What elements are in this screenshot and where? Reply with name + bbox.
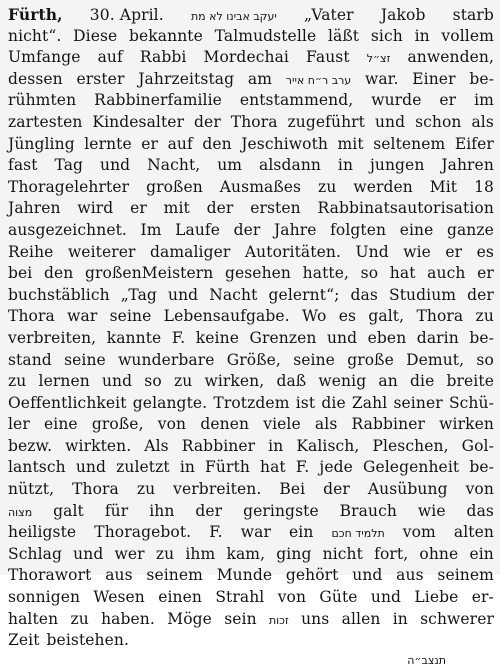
word: der — [195, 501, 223, 520]
word: be- — [469, 69, 494, 88]
word: beistehen. — [46, 631, 130, 650]
word: rühmten — [8, 91, 77, 110]
word: und — [99, 156, 131, 175]
text-line — [8, 522, 494, 544]
word: seinem — [437, 566, 494, 585]
word: ersten — [250, 199, 301, 218]
word: seine — [293, 350, 335, 369]
hebrew-phrase: יעקב אבינו לא מת — [190, 10, 277, 23]
word: hat — [260, 458, 286, 477]
word: Munde — [216, 566, 273, 585]
word: Im — [140, 220, 162, 239]
word: Kalisch, — [296, 436, 360, 455]
word: Jahren — [441, 156, 494, 175]
word: er- — [471, 588, 494, 607]
word: schon — [415, 112, 462, 131]
word: heiligste — [8, 523, 77, 542]
word: von — [277, 588, 307, 607]
word: verbreiten, — [8, 328, 97, 347]
word: Oeffentlichkeit — [8, 393, 127, 412]
word: zu — [8, 372, 27, 391]
word: hat — [389, 264, 416, 283]
word: und — [352, 566, 383, 585]
word: wirken, — [204, 372, 265, 391]
word: Jahre — [273, 220, 317, 239]
word: Mit — [429, 177, 458, 196]
word: „Tag — [120, 285, 157, 304]
word: große — [347, 350, 394, 369]
word: hatte, — [302, 264, 350, 283]
word: am — [247, 69, 273, 88]
word: nicht — [322, 544, 363, 563]
word: buchstäblich — [8, 285, 110, 304]
word: er — [141, 134, 159, 153]
word: kannte — [106, 328, 162, 347]
closing-formula — [8, 652, 494, 670]
word: ihn — [149, 501, 175, 520]
word: in — [414, 26, 430, 45]
word: Eifer — [454, 134, 494, 153]
text-line — [8, 565, 494, 587]
word: Bei — [279, 480, 306, 499]
text-line — [8, 436, 494, 458]
word: war. — [364, 69, 399, 88]
word: gehört — [285, 566, 339, 585]
word: ohne — [419, 544, 459, 563]
word: Liebe — [414, 588, 459, 607]
word: Wesen — [93, 588, 145, 607]
word: 18 — [474, 177, 494, 196]
word: in — [179, 458, 195, 477]
closing-formula-text: תנצב״ה — [407, 653, 446, 667]
word: bekannte — [129, 26, 203, 45]
text-line — [8, 501, 494, 523]
text-line — [8, 177, 494, 199]
word: gelernt“; — [268, 285, 340, 304]
word: der — [206, 199, 234, 218]
word: ist — [295, 393, 316, 412]
word: Jüngling — [8, 134, 75, 153]
word: so — [476, 350, 494, 369]
word: seinem — [146, 566, 203, 585]
word: denen — [200, 415, 250, 434]
word: aus — [396, 566, 424, 585]
word: wie — [403, 242, 431, 261]
word: Kindesalter — [92, 112, 185, 131]
word: um — [217, 156, 243, 175]
word: Nacht — [209, 285, 258, 304]
word: gelangte. — [132, 393, 208, 412]
word: das — [350, 285, 378, 304]
word: halten — [8, 609, 59, 628]
word: Umfange — [8, 48, 81, 67]
dateline-place: Fürth, — [8, 5, 63, 24]
word: eine — [44, 415, 78, 434]
text-line — [8, 242, 494, 264]
word: uns — [301, 609, 330, 628]
dateline-date: 30. April. — [89, 6, 164, 24]
word: Rabbinatsautorisation — [317, 199, 494, 218]
word: Rabbi — [139, 48, 187, 67]
word: Ausübung — [367, 480, 448, 499]
word: sein — [224, 609, 257, 628]
word: als — [471, 112, 494, 131]
word: entstammend, — [239, 91, 354, 110]
word: ganze — [446, 220, 494, 239]
word: ler — [8, 415, 30, 434]
text-line — [8, 285, 494, 307]
text-line — [8, 587, 494, 609]
word: den — [202, 134, 232, 153]
word: F. — [295, 458, 310, 477]
word: fast — [8, 156, 38, 175]
word: zugeführt — [287, 112, 366, 131]
word: Ausmaßes — [219, 177, 302, 196]
word: wie — [417, 501, 446, 520]
word: Thora — [416, 307, 464, 326]
word: Thora — [230, 112, 278, 131]
text-line — [8, 350, 494, 372]
word: geringste — [243, 501, 319, 520]
word: Strahl — [215, 588, 265, 607]
word: im — [474, 91, 494, 110]
word: dessen — [8, 69, 63, 88]
word: ging — [276, 544, 312, 563]
word: damaliger — [150, 242, 231, 261]
word: Gol- — [461, 436, 494, 455]
word: ein — [469, 544, 494, 563]
word: alsdann — [259, 156, 321, 175]
text-line — [8, 328, 494, 350]
word: Schlag — [8, 544, 63, 563]
word: Trotzdem — [213, 393, 290, 412]
word: wenig — [318, 372, 367, 391]
word: in — [337, 156, 354, 175]
word: mit — [163, 199, 190, 218]
text-line — [8, 112, 494, 134]
word: zu — [136, 480, 156, 499]
word: zu — [155, 544, 175, 563]
word: der — [194, 112, 221, 131]
word: verbreiten. — [173, 480, 262, 499]
word: er — [130, 199, 147, 218]
word: und — [73, 544, 104, 563]
word: Faust — [306, 48, 350, 67]
word: für — [104, 501, 129, 520]
text-line — [8, 479, 494, 501]
word: keine — [195, 328, 239, 347]
word: Thoragelehrter — [8, 177, 130, 196]
word: bei — [8, 264, 33, 283]
word: Thoragebot. — [94, 523, 192, 542]
word: und — [326, 328, 358, 347]
word: ein — [289, 523, 314, 542]
hebrew-phrase: ערב ר״ח אייר — [285, 73, 352, 87]
text-line — [8, 69, 494, 91]
text-line — [8, 414, 494, 436]
word: zu — [70, 609, 89, 628]
word: es — [476, 242, 494, 261]
word: bezw. — [8, 436, 53, 455]
word: Grenzen — [249, 328, 317, 347]
word: die — [409, 372, 435, 391]
word: Reihe — [8, 242, 54, 261]
word: er — [445, 242, 463, 261]
word: Jakob — [380, 6, 426, 24]
word: haben. — [101, 609, 155, 628]
word: wirkten. — [65, 436, 132, 455]
word: Thora — [72, 480, 119, 499]
word: eben — [367, 328, 407, 347]
word: einen — [158, 588, 202, 607]
word: in — [392, 609, 408, 628]
word: stand — [8, 350, 52, 369]
word: wer — [114, 544, 145, 563]
word: Fürth — [205, 458, 250, 477]
word: der — [323, 480, 350, 499]
text-line — [8, 371, 494, 393]
word: werden — [353, 177, 413, 196]
word: eine — [399, 220, 434, 239]
word: Zahl — [351, 393, 388, 412]
word: war — [240, 523, 271, 542]
word: Einer — [412, 69, 456, 88]
word: schwerer — [420, 609, 494, 628]
word: Wo — [302, 307, 327, 326]
word: Talmudstelle — [214, 26, 317, 45]
word: „Vater — [304, 6, 354, 24]
word: Nacht, — [147, 156, 201, 175]
word: alten — [453, 523, 494, 542]
word: wird — [77, 199, 114, 218]
word: der — [467, 285, 494, 304]
word: Gelegenheit — [363, 458, 460, 477]
word: von — [465, 480, 494, 499]
word: zuletzt — [116, 458, 170, 477]
word: aus — [105, 566, 133, 585]
text-line — [8, 90, 494, 112]
text-line — [8, 306, 494, 328]
word: nützt, — [8, 480, 55, 499]
word: Lebensaufgabe. — [163, 307, 290, 326]
word: kam, — [226, 544, 266, 563]
word: Schü- — [448, 393, 494, 412]
word: und — [168, 285, 199, 304]
word: er — [477, 264, 494, 283]
text-line — [8, 26, 494, 48]
word: es — [338, 307, 357, 326]
word: daß — [276, 372, 307, 391]
word: galt, — [368, 307, 405, 326]
word: F. — [209, 523, 223, 542]
word: allen — [341, 609, 381, 628]
word: darin — [416, 328, 459, 347]
word: Als — [144, 436, 169, 455]
text-line — [8, 4, 494, 26]
word: Größe, — [226, 350, 281, 369]
hebrew-phrase: מצוה — [8, 505, 33, 519]
word: und — [374, 112, 406, 131]
word: lantsch — [8, 458, 66, 477]
text-line — [8, 609, 494, 631]
text-line — [8, 630, 494, 652]
word: zartesten — [8, 112, 83, 131]
word: galt — [53, 501, 84, 520]
word: F. — [171, 328, 186, 347]
word: weiterer — [67, 242, 136, 261]
word: das — [466, 501, 494, 520]
word: auf — [97, 48, 123, 67]
word: und — [370, 588, 402, 607]
word: ihm — [185, 544, 216, 563]
word: Zeit — [8, 631, 40, 650]
word: Möge — [167, 609, 212, 628]
text-line — [8, 198, 494, 220]
word: großen — [146, 177, 203, 196]
word: als — [314, 415, 338, 434]
word: der — [233, 220, 261, 239]
word: seine — [109, 307, 152, 326]
word: ausgezeichnet. — [8, 220, 127, 239]
word: Jahren — [8, 199, 61, 218]
word: Tag — [54, 156, 84, 175]
word: viele — [263, 415, 301, 434]
word: gesehen — [224, 264, 292, 283]
word: und — [101, 372, 133, 391]
text-line — [8, 457, 494, 479]
word: zu — [318, 177, 337, 196]
word: Laufe — [175, 220, 221, 239]
word: zu — [173, 372, 193, 391]
word: nicht“. — [8, 26, 62, 45]
word: Jahrzeitstag — [138, 69, 235, 88]
word: erster — [76, 69, 125, 88]
word: Rabbiner — [351, 415, 425, 434]
word: Autoritäten. — [244, 242, 341, 261]
word: den — [43, 264, 74, 283]
text-line — [8, 47, 494, 69]
text-line — [8, 544, 494, 566]
word: Thorawort — [8, 566, 92, 585]
word: fort, — [374, 544, 409, 563]
word: seiner — [393, 393, 443, 412]
word: seine — [64, 350, 106, 369]
word: lernte — [84, 134, 132, 153]
word: Pleschen, — [372, 436, 449, 455]
word: Güte — [319, 588, 358, 607]
word: wirken — [439, 415, 494, 434]
word: auch — [427, 264, 466, 283]
word: be- — [469, 328, 494, 347]
word: sich — [370, 26, 403, 45]
word: war — [67, 307, 98, 326]
word: so — [360, 264, 379, 283]
word: Thora — [8, 307, 55, 326]
word: be- — [469, 458, 494, 477]
word: und — [75, 458, 107, 477]
hebrew-phrase: תלמיד חכם — [331, 527, 385, 541]
word: Und — [355, 242, 389, 261]
word: Mordechai — [203, 48, 289, 67]
word: großenMeistern — [85, 264, 214, 283]
text-line — [8, 263, 494, 285]
word: Diese — [73, 26, 118, 45]
word: mit — [337, 134, 364, 153]
text-line — [8, 155, 494, 177]
word: von — [157, 415, 187, 434]
word: anwenden, — [407, 48, 494, 67]
word: vollem — [441, 26, 494, 45]
word: wunderbare — [118, 350, 215, 369]
word: seltenem — [373, 134, 446, 153]
hebrew-phrase: זכות — [268, 613, 289, 627]
word: Rabbinerfamilie — [94, 91, 222, 110]
word: Jeschiwoth — [241, 134, 328, 153]
word: jungen — [369, 156, 425, 175]
word: Studium — [388, 285, 457, 304]
text-line — [8, 134, 494, 156]
word: große, — [91, 415, 144, 434]
word: folgten — [330, 220, 387, 239]
word: jede — [319, 458, 353, 477]
word: lernen — [38, 372, 90, 391]
word: läßt — [327, 26, 360, 45]
text-line — [8, 220, 494, 242]
word: breite — [446, 372, 494, 391]
word: so — [144, 372, 162, 391]
word: vom — [402, 523, 436, 542]
word: die — [321, 393, 346, 412]
word: an — [378, 372, 398, 391]
article-body — [8, 4, 494, 652]
word: zu — [475, 307, 494, 326]
word: sonnigen — [8, 588, 81, 607]
word: in — [268, 436, 284, 455]
text-line — [8, 393, 494, 415]
hebrew-phrase: זצ״ל — [366, 52, 391, 66]
word: er — [439, 91, 457, 110]
word: Rabbiner — [181, 436, 256, 455]
word: Demut, — [406, 350, 465, 369]
word: wurde — [371, 91, 422, 110]
word: Brauch — [339, 501, 397, 520]
word: starb — [452, 6, 494, 24]
word: auf — [167, 134, 193, 153]
